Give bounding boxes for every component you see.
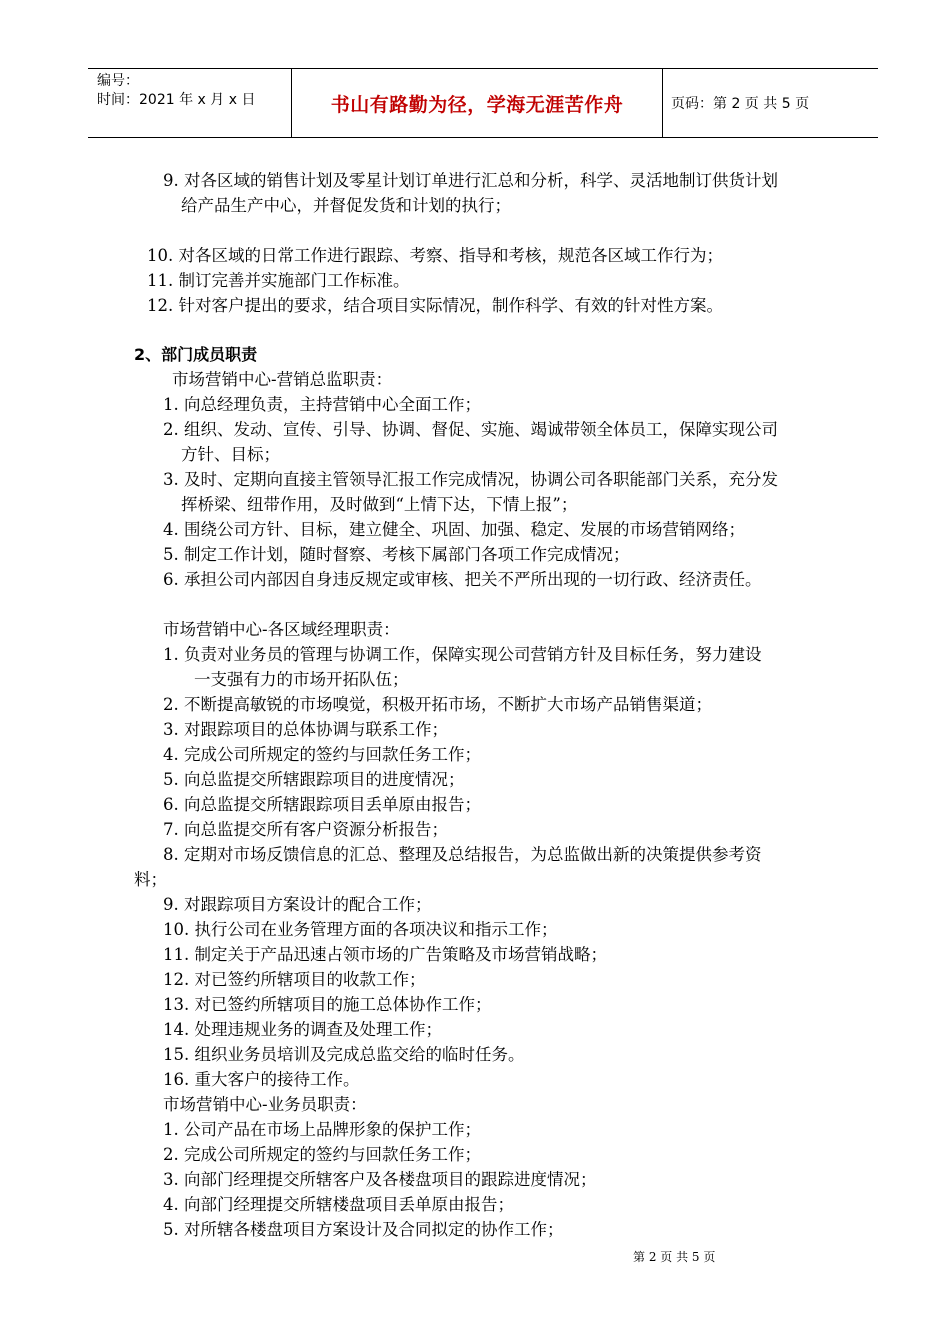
text-line: 14. 处理违规业务的调查及处理工作； <box>163 1020 442 1039</box>
text-line: 5. 制定工作计划，随时督察、考核下属部门各项工作完成情况； <box>163 545 630 564</box>
text-line: 4. 围绕公司方针、目标，建立健全、巩固、加强、稳定、发展的市场营销网络； <box>163 520 745 539</box>
text-line: 12. 对已签约所辖项目的收款工作； <box>163 970 426 989</box>
text-line: 1. 负责对业务员的管理与协调工作，保障实现公司营销方针及目标任务，努力建设 <box>163 645 762 664</box>
page-footer: 第 2 页 共 5 页 <box>633 1250 716 1264</box>
header-meta <box>88 69 291 137</box>
text-line: 4. 完成公司所规定的签约与回款任务工作； <box>163 745 481 764</box>
text-line: 7. 向总监提交所有客户资源分析报告； <box>163 820 448 839</box>
text-line: 12. 针对客户提出的要求，结合项目实际情况，制作科学、有效的针对性方案。 <box>147 296 723 315</box>
text-line: 6. 向总监提交所辖跟踪项目丢单原由报告； <box>163 795 481 814</box>
text-line: 1. 向总经理负责，主持营销中心全面工作； <box>163 395 481 414</box>
text-line: 2. 不断提高敏锐的市场嗅觉，积极开拓市场，不断扩大市场产品销售渠道； <box>163 695 712 714</box>
header-page-info: 页码：第 2 页 共 5 页 <box>671 96 810 112</box>
text-line: 给产品生产中心，并督促发货和计划的执行； <box>181 196 511 215</box>
text-line: 1. 公司产品在市场上品牌形象的保护工作； <box>163 1120 481 1139</box>
header-motto: 书山有路勤为径，学海无涯苦作舟 <box>291 69 663 137</box>
text-line: 挥桥梁、纽带作用，及时做到“上情下达，下情上报”； <box>181 495 578 514</box>
subsection-title: 市场营销中心-各区域经理职责： <box>163 620 400 639</box>
text-line: 3. 向部门经理提交所辖客户及各楼盘项目的跟踪进度情况； <box>163 1170 597 1189</box>
text-line: 16. 重大客户的接待工作。 <box>163 1070 360 1089</box>
text-line: 9. 对各区域的销售计划及零星计划订单进行汇总和分析，科学、灵活地制订供货计划 <box>163 171 778 190</box>
section-heading: 2、部门成员职责 <box>134 345 258 364</box>
text-line: 11. 制定关于产品迅速占领市场的广告策略及市场营销战略； <box>163 945 607 964</box>
text-line: 一支强有力的市场开拓队伍； <box>194 670 409 689</box>
text-line: 6. 承担公司内部因自身违反规定或审核、把关不严所出现的一切行政、经济责任。 <box>163 570 762 589</box>
time-label: 时间：2021 年 x 月 x 日 <box>97 92 256 108</box>
text-line: 10. 对各区域的日常工作进行跟踪、考察、指导和考核，规范各区域工作行为； <box>147 246 723 265</box>
text-line: 15. 组织业务员培训及完成总监交给的临时任务。 <box>163 1045 525 1064</box>
text-line: 9. 对跟踪项目方案设计的配合工作； <box>163 895 432 914</box>
subsection-title: 市场营销中心-业务员职责： <box>163 1095 367 1114</box>
text-line: 10. 执行公司在业务管理方面的各项决议和指示工作； <box>163 920 558 939</box>
text-line: 料； <box>134 870 167 889</box>
text-line: 方针、目标； <box>181 445 280 464</box>
text-line: 8. 定期对市场反馈信息的汇总、整理及总结报告，为总监做出新的决策提供参考资 <box>163 845 762 864</box>
text-line: 2. 组织、发动、宣传、引导、协调、督促、实施、竭诚带领全体员工，保障实现公司 <box>163 420 778 439</box>
text-line: 3. 及时、定期向直接主管领导汇报工作完成情况，协调公司各职能部门关系，充分发 <box>163 470 778 489</box>
subsection-title: 市场营销中心-营销总监职责： <box>172 370 393 389</box>
text-line: 4. 向部门经理提交所辖楼盘项目丢单原由报告； <box>163 1195 514 1214</box>
text-line: 2. 完成公司所规定的签约与回款任务工作； <box>163 1145 481 1164</box>
page-header <box>88 68 878 138</box>
text-line: 5. 对所辖各楼盘项目方案设计及合同拟定的协作工作； <box>163 1220 564 1239</box>
text-line: 5. 向总监提交所辖跟踪项目的进度情况； <box>163 770 465 789</box>
text-line: 13. 对已签约所辖项目的施工总体协作工作； <box>163 995 492 1014</box>
text-line: 11. 制订完善并实施部门工作标准。 <box>147 271 410 290</box>
number-label: 编号： <box>97 73 139 89</box>
text-line: 3. 对跟踪项目的总体协调与联系工作； <box>163 720 448 739</box>
